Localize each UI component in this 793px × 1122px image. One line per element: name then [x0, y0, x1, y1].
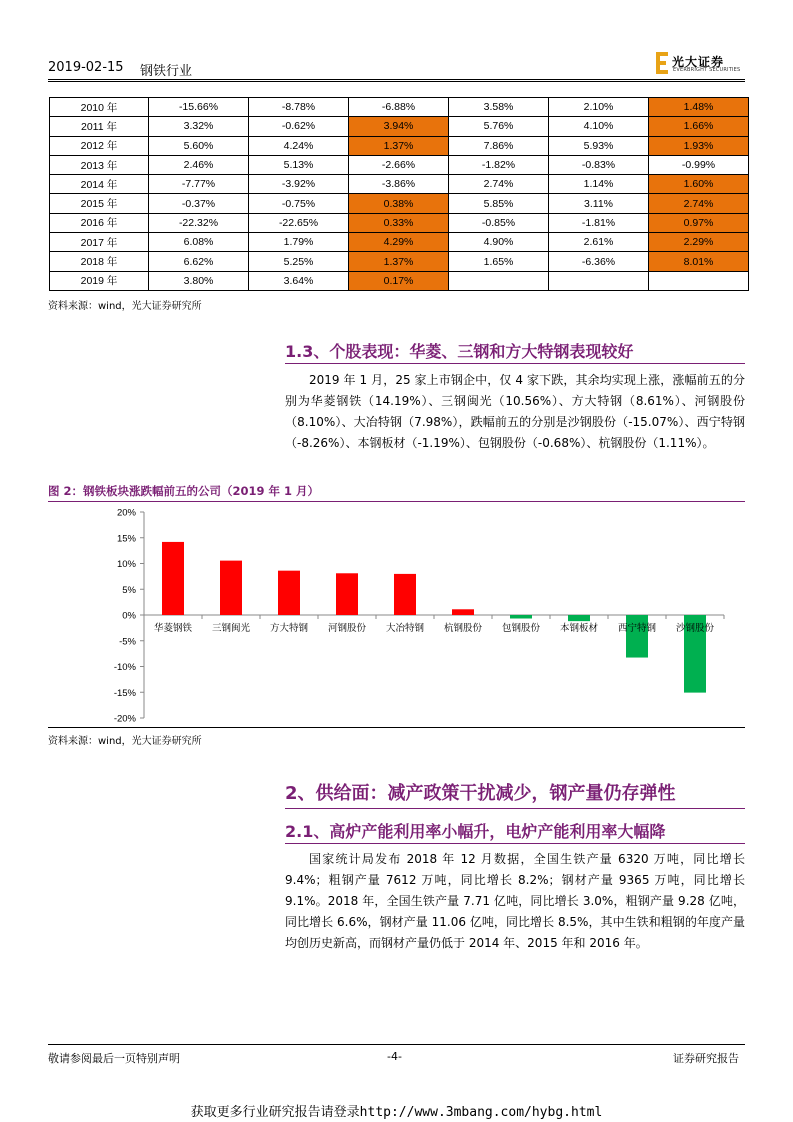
- x-tick-label: 三钢闽光: [211, 623, 251, 634]
- value-cell: -22.32%: [149, 213, 249, 232]
- value-cell: 6.08%: [149, 233, 249, 252]
- value-cell: -0.62%: [249, 117, 349, 136]
- figure-bottom-rule: [48, 727, 745, 728]
- value-cell: 1.79%: [249, 233, 349, 252]
- section-rule: [285, 363, 745, 364]
- returns-table: [49, 97, 749, 291]
- value-cell: 4.10%: [549, 117, 649, 136]
- year-cell: 2016 年: [50, 213, 149, 232]
- bar-包钢股份: [510, 615, 532, 619]
- x-tick-label: 本钢板材: [559, 623, 599, 634]
- value-cell: [549, 271, 649, 290]
- value-cell: 5.85%: [449, 194, 549, 213]
- y-tick-label: 0%: [122, 610, 136, 622]
- figure-title: 图 2：钢铁板块涨跌幅前五的公司（2019 年 1 月）: [48, 484, 320, 498]
- value-cell: 5.13%: [249, 155, 349, 174]
- value-cell: 1.37%: [349, 136, 449, 155]
- value-cell: 2.29%: [649, 233, 749, 252]
- value-cell: 0.17%: [349, 271, 449, 290]
- paragraph-text: 2019 年 1 月，25 家上市钢企中，仅 4 家下跌，其余均实现上涨，涨幅前五的分别为华菱钢铁（14.19%）、三钢闽光（10.56%）、方大特钢（8.61%）、河钢股份（8.10%）、大冶特钢（7.98%），跌幅前五的分别是沙钢股份（-15.07%）、西宁特钢（-8.26%）、本钢板材（-1.19%）、包钢股份（-0.68%）、杭钢股份（1.11%）。: [285, 373, 745, 450]
- year-cell: 2018 年: [50, 252, 149, 271]
- value-cell: 3.58%: [449, 98, 549, 117]
- value-cell: 5.76%: [449, 117, 549, 136]
- y-tick-label: -20%: [113, 713, 136, 725]
- value-cell: -7.77%: [149, 175, 249, 194]
- table-row: [50, 155, 749, 174]
- value-cell: 1.93%: [649, 136, 749, 155]
- industry-name: 钢铁行业: [140, 64, 193, 79]
- value-cell: -0.75%: [249, 194, 349, 213]
- table-row: [50, 271, 749, 290]
- value-cell: 2.46%: [149, 155, 249, 174]
- value-cell: 7.86%: [449, 136, 549, 155]
- value-cell: 3.80%: [149, 271, 249, 290]
- table-row: [50, 233, 749, 252]
- value-cell: 1.65%: [449, 252, 549, 271]
- value-cell: 1.14%: [549, 175, 649, 194]
- x-tick-label: 方大特钢: [269, 623, 309, 634]
- value-cell: 2.74%: [649, 194, 749, 213]
- table-row: [50, 136, 749, 155]
- bar-河钢股份: [336, 573, 358, 615]
- bar-大冶特钢: [394, 574, 416, 615]
- value-cell: 3.11%: [549, 194, 649, 213]
- brand-logo: [656, 52, 746, 74]
- value-cell: 0.33%: [349, 213, 449, 232]
- year-cell: 2017 年: [50, 233, 149, 252]
- header-rule-thin: [48, 81, 745, 82]
- report-date: 2019-02-15: [48, 60, 124, 75]
- value-cell: 2.10%: [549, 98, 649, 117]
- section-rule: [285, 808, 745, 809]
- value-cell: 6.62%: [149, 252, 249, 271]
- footer-report-type: 证券研究报告: [673, 1052, 739, 1065]
- year-cell: 2013 年: [50, 155, 149, 174]
- year-cell: 2010 年: [50, 98, 149, 117]
- value-cell: 8.01%: [649, 252, 749, 271]
- value-cell: -0.37%: [149, 194, 249, 213]
- table-row: [50, 252, 749, 271]
- y-tick-label: -15%: [113, 687, 136, 699]
- footer-disclaimer: 敬请参阅最后一页特别声明: [48, 1052, 180, 1065]
- value-cell: 1.60%: [649, 175, 749, 194]
- x-tick-label: 包钢股份: [501, 623, 541, 634]
- bar-西宁特钢: [626, 615, 648, 658]
- value-cell: -0.99%: [649, 155, 749, 174]
- value-cell: 5.25%: [249, 252, 349, 271]
- y-tick-label: -5%: [119, 636, 136, 648]
- value-cell: -3.92%: [249, 175, 349, 194]
- year-cell: 2012 年: [50, 136, 149, 155]
- value-cell: 5.93%: [549, 136, 649, 155]
- table-row: [50, 194, 749, 213]
- page-number: -4-: [387, 1050, 402, 1063]
- table-row: [50, 213, 749, 232]
- bar-杭钢股份: [452, 609, 474, 615]
- section-1-3-paragraph: [285, 370, 745, 454]
- section-heading-2-1: 2.1、高炉产能利用率小幅升，电炉产能利用率大幅降: [285, 822, 666, 841]
- x-tick-label: 杭钢股份: [443, 623, 483, 634]
- value-cell: -1.82%: [449, 155, 549, 174]
- value-cell: 1.48%: [649, 98, 749, 117]
- value-cell: [649, 271, 749, 290]
- bar-方大特钢: [278, 571, 300, 615]
- section-heading-1-3: 1.3、个股表现：华菱、三钢和方大特钢表现较好: [285, 342, 634, 361]
- value-cell: -0.85%: [449, 213, 549, 232]
- value-cell: 2.61%: [549, 233, 649, 252]
- y-tick-label: 20%: [116, 507, 136, 519]
- table-row: [50, 98, 749, 117]
- value-cell: 3.64%: [249, 271, 349, 290]
- section-rule: [285, 843, 745, 844]
- y-tick-label: 5%: [122, 584, 136, 596]
- header-rule: [48, 79, 745, 80]
- value-cell: 0.97%: [649, 213, 749, 232]
- year-cell: 2014 年: [50, 175, 149, 194]
- year-cell: 2015 年: [50, 194, 149, 213]
- value-cell: 1.37%: [349, 252, 449, 271]
- y-tick-label: 15%: [116, 533, 136, 545]
- value-cell: -3.86%: [349, 175, 449, 194]
- value-cell: -0.83%: [549, 155, 649, 174]
- paragraph-text: 国家统计局发布 2018 年 12 月数据，全国生铁产量 6320 万吨，同比增长 9.4%；粗钢产量 7612 万吨，同比增长 8.2%；钢材产量 9365 万吨，同比增长 9.1%。2018 年，全国生铁产量 7.71 亿吨，同比增长 3.0%，粗钢产量 9.28 亿吨，同比增长 6.6%，钢材产量 11.06 亿吨，同比增长 8.5%，其中生铁和粗钢的年度产量均创历史新高，而钢材产量仍低于 2014 年、2015 年和 2016 年。: [285, 852, 745, 950]
- value-cell: -15.66%: [149, 98, 249, 117]
- value-cell: 0.38%: [349, 194, 449, 213]
- promo-link[interactable]: 获取更多行业研究报告请登录http://www.3mbang.com/hybg.html: [190, 1105, 603, 1120]
- x-tick-label: 沙钢股份: [675, 623, 715, 634]
- value-cell: 2.74%: [449, 175, 549, 194]
- value-cell: 4.29%: [349, 233, 449, 252]
- value-cell: 4.90%: [449, 233, 549, 252]
- logo-text: 光大证券: [672, 55, 725, 69]
- y-tick-label: -10%: [113, 662, 136, 673]
- x-tick-label: 大冶特钢: [385, 623, 425, 634]
- x-tick-label: 西宁特钢: [617, 623, 657, 634]
- value-cell: 1.66%: [649, 117, 749, 136]
- section-heading-2: 2、供给面：减产政策干扰减少，钢产量仍存弹性: [285, 783, 676, 804]
- x-tick-label: 华菱钢铁: [153, 623, 193, 634]
- table-row: [50, 117, 749, 136]
- value-cell: -6.36%: [549, 252, 649, 271]
- value-cell: -22.65%: [249, 213, 349, 232]
- value-cell: 5.60%: [149, 136, 249, 155]
- table-row: [50, 175, 749, 194]
- value-cell: -2.66%: [349, 155, 449, 174]
- logo-mark-icon: [656, 52, 668, 74]
- bar-华菱钢铁: [162, 542, 184, 615]
- value-cell: -1.81%: [549, 213, 649, 232]
- x-tick-label: 河钢股份: [327, 623, 367, 634]
- value-cell: -8.78%: [249, 98, 349, 117]
- footer-rule: [48, 1044, 745, 1045]
- bar-本钢板材: [568, 615, 590, 621]
- logo-subtext: EVERBRIGHT SECURITIES: [673, 67, 741, 73]
- figure-source-note: 资料来源：wind，光大证券研究所: [48, 736, 202, 747]
- value-cell: 3.94%: [349, 117, 449, 136]
- year-cell: 2011 年: [50, 117, 149, 136]
- year-cell: 2019 年: [50, 271, 149, 290]
- value-cell: [449, 271, 549, 290]
- y-tick-label: 10%: [116, 559, 136, 570]
- section-2-1-paragraph: [285, 849, 745, 954]
- value-cell: -6.88%: [349, 98, 449, 117]
- table-source-note: 资料来源：wind，光大证券研究所: [48, 301, 202, 312]
- value-cell: 3.32%: [149, 117, 249, 136]
- value-cell: 4.24%: [249, 136, 349, 155]
- bar-chart: [48, 502, 745, 727]
- bar-三钢闽光: [220, 561, 242, 615]
